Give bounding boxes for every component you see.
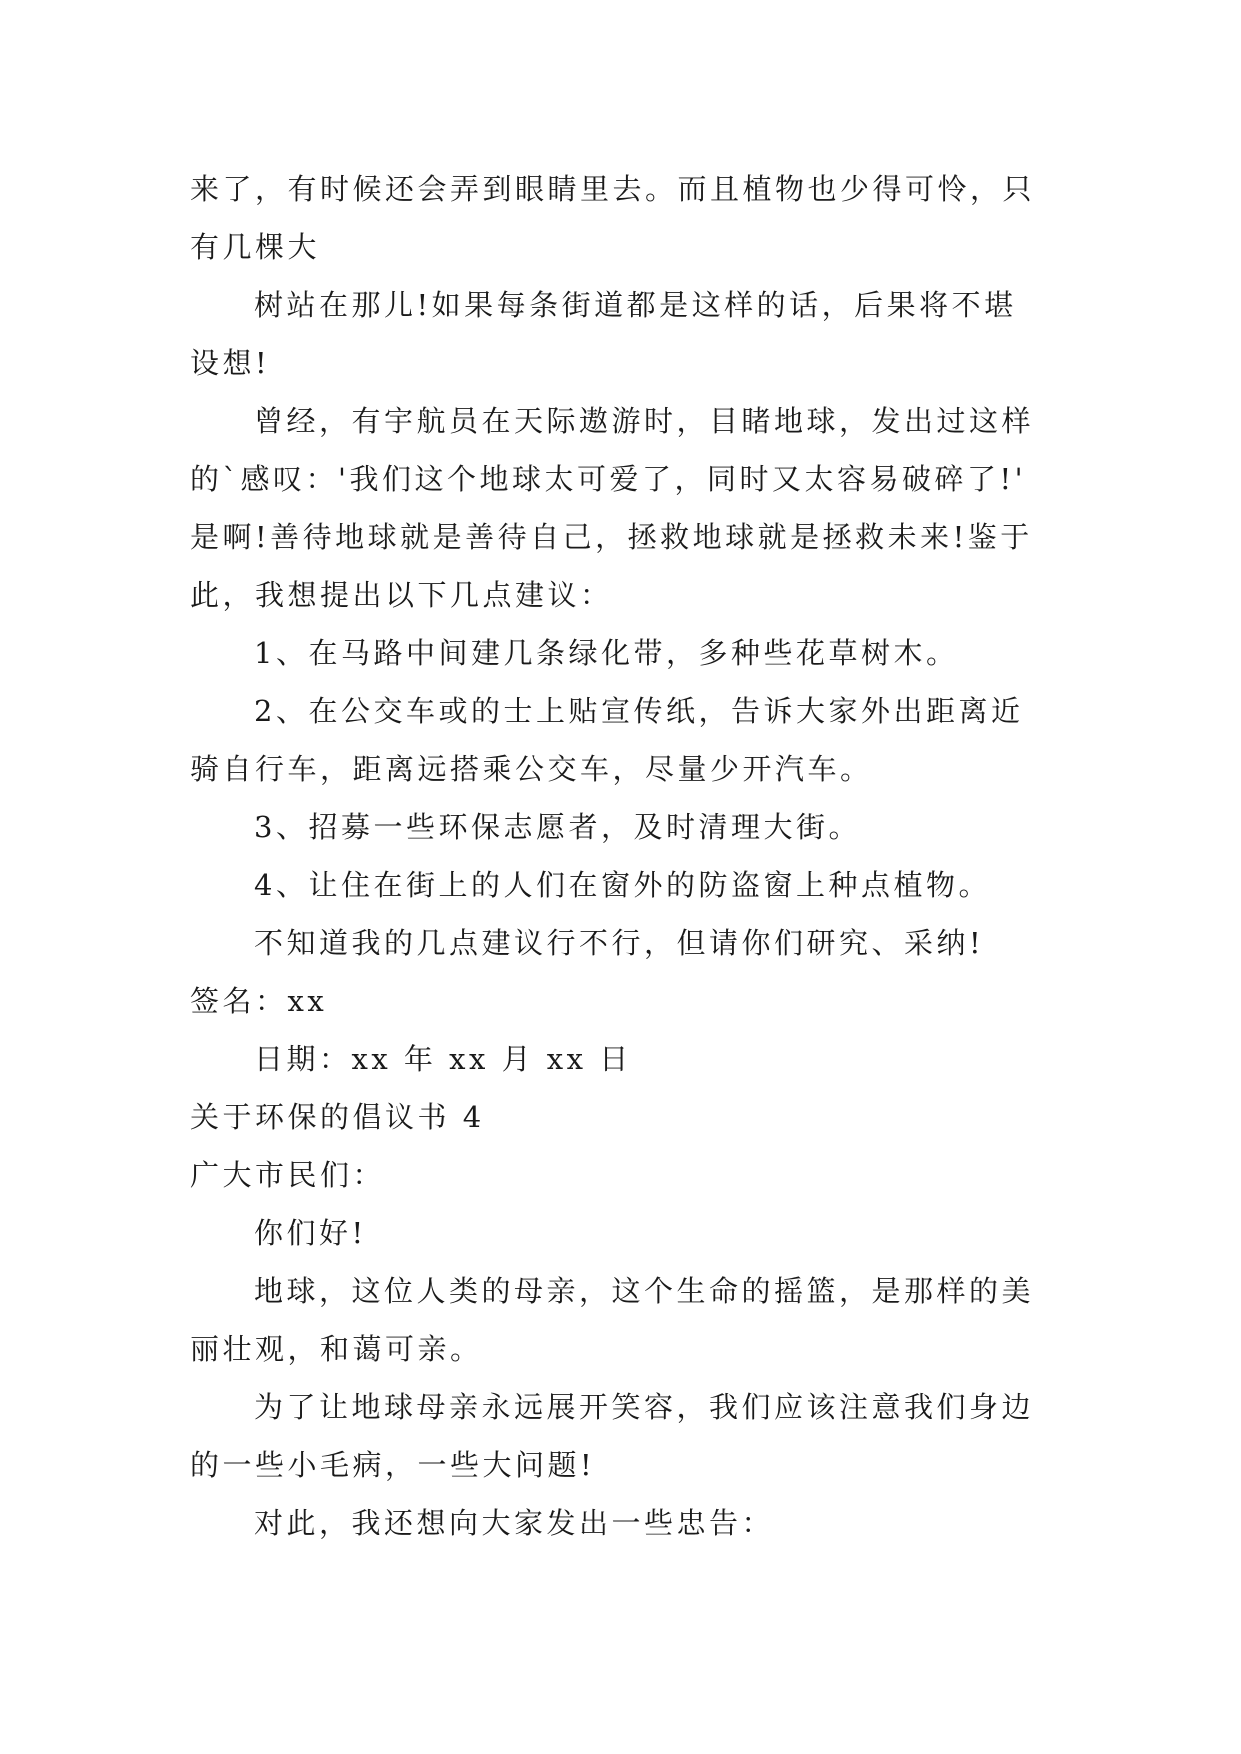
text-line: 曾经，有宇航员在天际遨游时，目睹地球，发出过这样 [254,404,1035,438]
text-line: 骑自行车，距离远搭乘公交车，尽量少开汽车。 [190,752,873,786]
document-body [190,160,1050,1552]
text-line: 4、让住在街上的人们在窗外的防盗窗上种点植物。 [254,868,991,902]
text-line: 有几棵大 [190,230,321,264]
text-line: 3、招募一些环保志愿者，及时清理大街。 [254,810,861,844]
text-line: 2、在公交车或的士上贴宣传纸，告诉大家外出距离近 [254,694,1024,728]
text-line: 日期：xx 年 xx 月 xx 日 [254,1042,632,1076]
text-line: 设想! [190,346,271,380]
text-line: 的一些小毛病，一些大问题! [190,1448,596,1482]
text-line: 树站在那儿!如果每条街道都是这样的话，后果将不堪 [254,288,1017,322]
text-line: 为了让地球母亲永远展开笑容，我们应该注意我们身边 [254,1390,1035,1424]
text-line: 地球，这位人类的母亲，这个生命的摇篮，是那样的美 [254,1274,1035,1308]
text-line: 丽壮观，和蔼可亲。 [190,1332,483,1366]
text-line: 广大市民们： [190,1158,386,1192]
text-line: 是啊!善待地球就是善待自己，拯救地球就是拯救未来!鉴于 [190,520,1033,554]
text-line: 不知道我的几点建议行不行，但请你们研究、采纳! [254,926,985,960]
text-line: 对此，我还想向大家发出一些忠告： [254,1506,775,1540]
text-line: 1、在马路中间建几条绿化带，多种些花草树木。 [254,636,959,670]
text-line: 此，我想提出以下几点建议： [190,578,613,612]
text-line: 关于环保的倡议书 4 [190,1100,485,1134]
text-line: 签名：xx [190,984,328,1018]
text-line: 来了，有时候还会弄到眼睛里去。而且植物也少得可怜，只 [190,172,1036,206]
text-line: 的`感叹：'我们这个地球太可爱了，同时又太容易破碎了!' [190,462,1027,496]
text-line: 你们好! [254,1216,367,1250]
